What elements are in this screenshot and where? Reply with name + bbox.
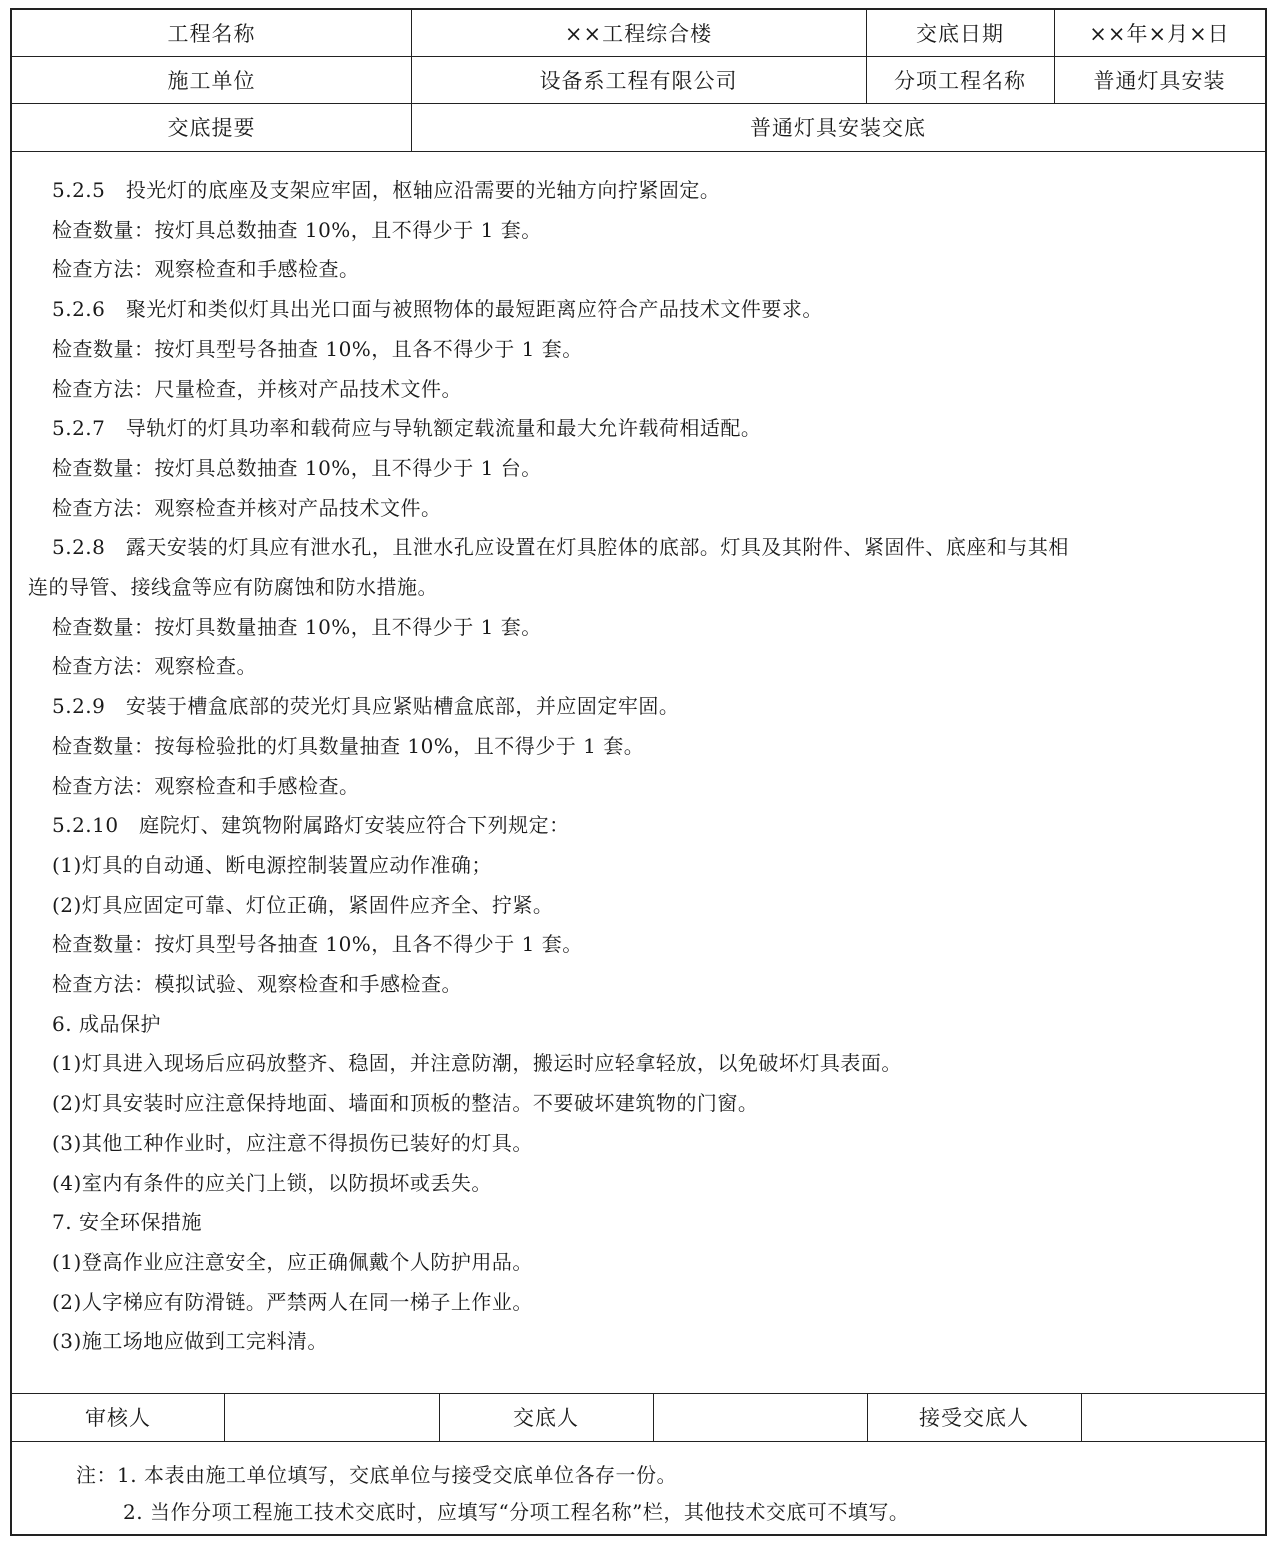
- section-heading: 7. 安全环保措施: [52, 1210, 202, 1235]
- summary-label: 交底提要: [167, 116, 256, 140]
- body-line: 5.2.9 安装于槽盒底部的荧光灯具应紧贴槽盒底部，并应固定牢固。: [52, 694, 680, 719]
- body-line: (3)施工场地应做到工完料清。: [52, 1329, 328, 1354]
- body-line: 5.2.8 露天安装的灯具应有泄水孔，且泄水孔应设置在灯具腔体的底部。灯具及其附件、紧固件、底座和与其相: [52, 535, 1069, 560]
- body-line: (2)人字梯应有防滑链。严禁两人在同一梯子上作业。: [52, 1289, 533, 1314]
- body-line: (2)灯具安装时应注意保持地面、墙面和顶板的整洁。不要破坏建筑物的门窗。: [52, 1091, 759, 1116]
- body-line: (1)灯具的自动通、断电源控制装置应动作准确；: [52, 852, 492, 877]
- contractor-label: 施工单位: [167, 68, 256, 93]
- body-line: 检查方法：观察检查并核对产品技术文件。: [52, 495, 442, 520]
- reviewer-label: 审核人: [85, 1406, 151, 1430]
- body-line: 检查数量：按灯具数量抽查 10%，且不得少于 1 套。: [52, 614, 542, 639]
- body-line: 检查数量：按每检验批的灯具数量抽查 10%，且不得少于 1 套。: [52, 733, 645, 758]
- discloser-field[interactable]: [653, 1393, 867, 1441]
- body-line: (4)室内有条件的应关门上锁，以防损坏或丢失。: [52, 1170, 492, 1195]
- receiver-label: 接受交底人: [919, 1406, 1029, 1430]
- body-line: 检查方法：观察检查和手感检查。: [52, 257, 360, 282]
- body-line: 检查方法：观察检查。: [52, 654, 257, 679]
- body-line: 检查方法：模拟试验、观察检查和手感检查。: [52, 972, 462, 996]
- section-heading: 6. 成品保护: [52, 1011, 161, 1036]
- body-line: (1)登高作业应注意安全，应正确佩戴个人防护用品。: [52, 1249, 533, 1274]
- body-line: 检查方法：观察检查和手感检查。: [52, 773, 360, 798]
- receiver-field[interactable]: [1081, 1393, 1265, 1441]
- body-line: (3)其他工种作业时，应注意不得损伤已装好的灯具。: [52, 1130, 533, 1155]
- body-line: 连的导管、接线盒等应有防腐蚀和防水措施。: [28, 575, 438, 599]
- project-name-value: ××工程综合楼: [564, 22, 713, 46]
- disclosure-form: [10, 8, 1267, 1536]
- body-line: 5.2.7 导轨灯的灯具功率和载荷应与导轨额定载流量和最大允许载荷相适配。: [52, 416, 762, 441]
- reviewer-field[interactable]: [224, 1393, 439, 1441]
- note-2: 2. 当作分项工程施工技术交底时，应填写“分项工程名称”栏，其他技术交底可不填写。: [123, 1500, 910, 1524]
- row-divider: [12, 151, 1265, 152]
- date-value: ××年×月×日: [1089, 22, 1230, 46]
- body-line: 5.2.10 庭院灯、建筑物附属路灯安装应符合下列规定：: [52, 813, 570, 838]
- subproject-value: 普通灯具安装: [1093, 68, 1226, 93]
- date-label: 交底日期: [916, 22, 1004, 46]
- body-line: 5.2.6 聚光灯和类似灯具出光口面与被照物体的最短距离应符合产品技术文件要求。: [52, 297, 823, 322]
- contractor-value: 设备系工程有限公司: [539, 68, 738, 93]
- body-line: (2)灯具应固定可靠、灯位正确，紧固件应齐全、拧紧。: [52, 892, 554, 917]
- body-line: (1)灯具进入现场后应码放整齐、稳固，并注意防潮，搬运时应轻拿轻放，以免破坏灯具表面。: [52, 1051, 902, 1076]
- body-line: 检查数量：按灯具型号各抽查 10%，且各不得少于 1 套。: [52, 932, 583, 957]
- note-1: 注：1. 本表由施工单位填写，交底单位与接受交底单位各存一份。: [76, 1463, 677, 1487]
- row-divider: [12, 1441, 1265, 1442]
- body-line: 检查方法：尺量检查，并核对产品技术文件。: [52, 376, 462, 401]
- discloser-label: 交底人: [513, 1406, 579, 1430]
- body-line: 检查数量：按灯具型号各抽查 10%，且各不得少于 1 套。: [52, 336, 583, 361]
- body-line: 5.2.5 投光灯的底座及支架应牢固，枢轴应沿需要的光轴方向拧紧固定。: [52, 178, 721, 202]
- body-line: 检查数量：按灯具总数抽查 10%，且不得少于 1 套。: [52, 217, 542, 242]
- project-name-label: 工程名称: [167, 22, 256, 46]
- body-line: 检查数量：按灯具总数抽查 10%，且不得少于 1 台。: [52, 455, 542, 480]
- subproject-label: 分项工程名称: [894, 68, 1026, 93]
- summary-value: 普通灯具安装交底: [750, 116, 926, 140]
